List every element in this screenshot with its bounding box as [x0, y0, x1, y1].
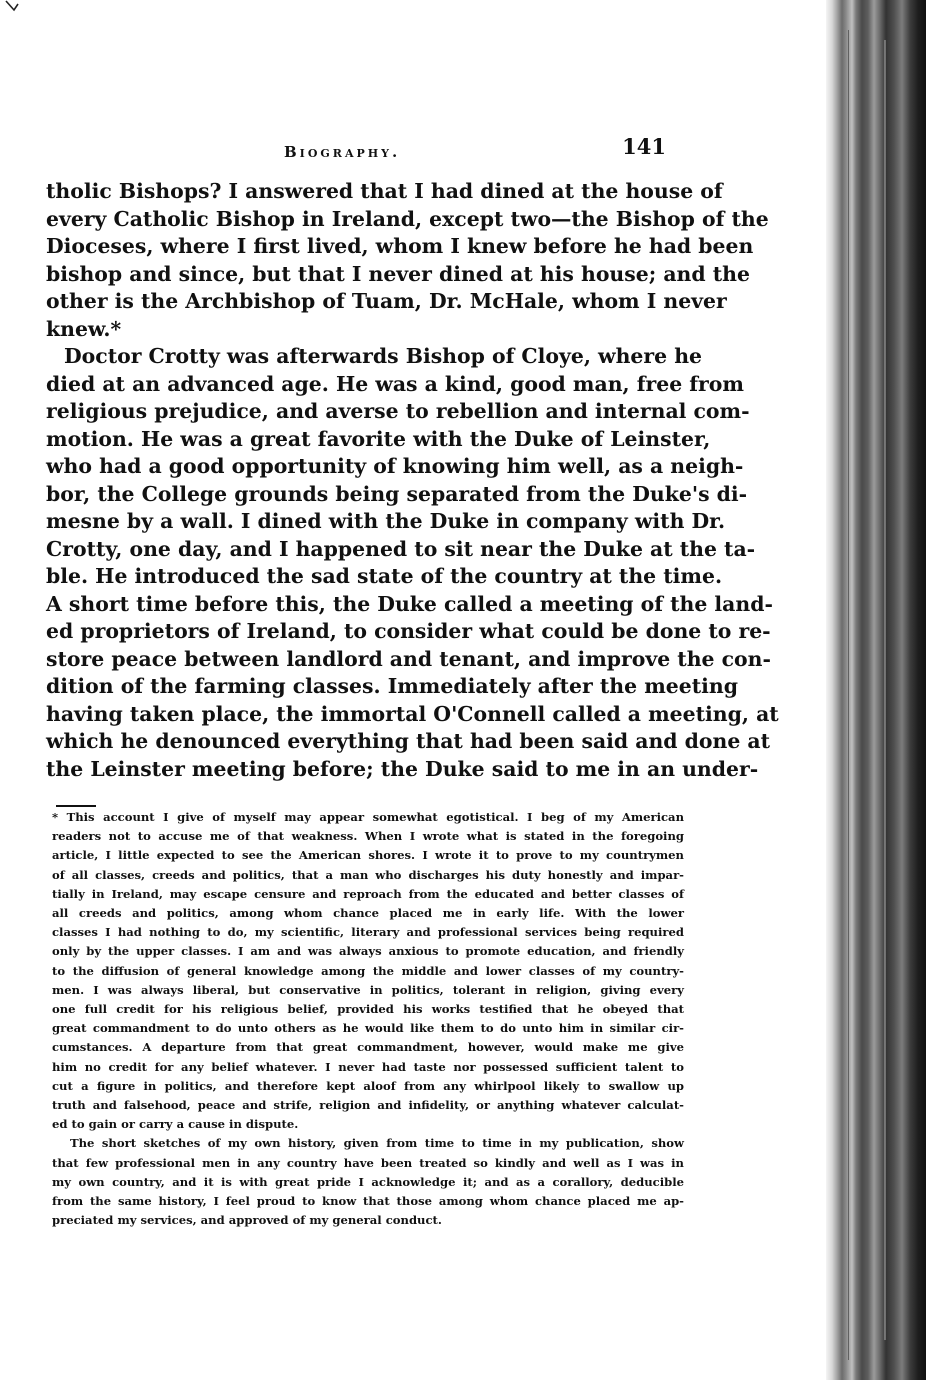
body-line: other is the Archbishop of Tuam, Dr. McHale, whom I never	[46, 289, 727, 313]
footnote-line: to the diffusion of general knowledge among the middle and lower classes of my country-	[52, 963, 684, 978]
body-line: Crotty, one day, and I happened to sit near the Duke at the ta-	[46, 536, 756, 561]
body-text	[46, 178, 779, 783]
footnote-line: classes I had nothing to do, my scientific, literary and professional services being required	[52, 925, 684, 940]
footnote-line: my own country, and it is with great pride I acknowledge it; and as a corallory, deducible	[52, 1174, 684, 1189]
page-header	[48, 134, 670, 170]
body-line: Doctor Crotty was afterwards Bishop of Cloye, where he	[64, 344, 702, 368]
page-number: 141	[622, 134, 666, 159]
body-line: having taken place, the immortal O'Connell called a meeting, at	[46, 701, 779, 726]
footnote-line: The short sketches of my own history, given from time to time in my publication, show	[70, 1136, 684, 1151]
body-line: Dioceses, where I first lived, whom I knew before he had been	[46, 234, 754, 258]
footnote-line: cut a figure in politics, and therefore kept aloof from any whirlpool likely to swallow up	[52, 1078, 684, 1093]
body-line: bishop and since, but that I never dined at his house; and the	[46, 261, 750, 286]
body-line: ble. He introduced the sad state of the country at the time.	[46, 564, 723, 588]
footnote-line: great commandment to do unto others as he would like them to do unto him in similar cir-	[52, 1021, 684, 1036]
body-line: motion. He was a great favorite with the Duke of Leinster,	[46, 426, 711, 451]
footnote-line: ed to gain or carry a cause in dispute.	[52, 1117, 299, 1132]
footnote-line: of all classes, creeds and politics, that a man who discharges his duty honestly and impar-	[52, 867, 684, 882]
body-line: knew.*	[46, 316, 122, 341]
footnote-line: cumstances. A departure from that great commandment, however, would make me give	[52, 1040, 684, 1055]
footnote-line: readers not to accuse me of that weakness. When I wrote what is stated in the foregoing	[52, 829, 684, 844]
body-line: A short time before this, the Duke called a meeting of the land-	[46, 591, 773, 616]
footnote-rule	[56, 805, 96, 807]
body-line: who had a good opportunity of knowing him well, as a neigh-	[46, 454, 744, 478]
footnote-line: him no credit for any belief whatever. I never had taste nor possessed sufficient talent to	[52, 1059, 684, 1074]
footnote-line: preciated my services, and approved of my general conduct.	[52, 1213, 442, 1228]
body-line: died at an advanced age. He was a kind, good man, free from	[46, 371, 744, 396]
footnote-line: men. I was always liberal, but conservative in politics, tolerant in religion, giving every	[52, 982, 684, 997]
footnote-line: truth and falsehood, peace and strife, religion and infidelity, or anything whatever calculat-	[52, 1098, 684, 1113]
body-line: bor, the College grounds being separated from the Duke's di-	[46, 481, 748, 506]
body-line: store peace between landlord and tenant, and improve the con-	[46, 646, 771, 671]
body-line: ed proprietors of Ireland, to consider what could be done to re-	[46, 619, 771, 643]
body-line: every Catholic Bishop in Ireland, except two—the Bishop of the	[46, 206, 769, 231]
footnotes	[52, 808, 684, 1230]
body-line: tholic Bishops? I answered that I had dined at the house of	[46, 179, 723, 203]
running-head: Biography.	[284, 143, 401, 161]
footnote-line: tially in Ireland, may escape censure and reproach from the educated and better classes of	[52, 886, 684, 901]
body-line: which he denounced everything that had been said and done at	[46, 729, 771, 753]
body-line: religious prejudice, and averse to rebellion and internal com-	[46, 399, 750, 423]
footnote-line: article, I little expected to see the American shores. I wrote it to prove to my countrymen	[52, 848, 684, 863]
footnote-line: all creeds and politics, among whom chance placed me in early life. With the lower	[52, 906, 684, 921]
body-line: dition of the farming classes. Immediately after the meeting	[46, 674, 738, 698]
corner-mark-icon	[4, 0, 26, 18]
footnote-line: only by the upper classes. I am and was always anxious to promote education, and friendly	[52, 944, 684, 959]
book-edge	[826, 0, 926, 1380]
footnote-line: from the same history, I feel proud to know that those among whom chance placed me ap-	[52, 1194, 684, 1209]
body-line: the Leinster meeting before; the Duke said to me in an under-	[46, 756, 759, 781]
body-line: mesne by a wall. I dined with the Duke in company with Dr.	[46, 509, 726, 533]
footnote-line: that few professional men in any country have been treated so kindly and well as I was in	[52, 1155, 684, 1170]
footnote-line: * This account I give of myself may appear somewhat egotistical. I beg of my American	[52, 810, 684, 824]
footnote-line: one full credit for his religious belief, provided his works testified that he obeyed that	[52, 1002, 684, 1017]
